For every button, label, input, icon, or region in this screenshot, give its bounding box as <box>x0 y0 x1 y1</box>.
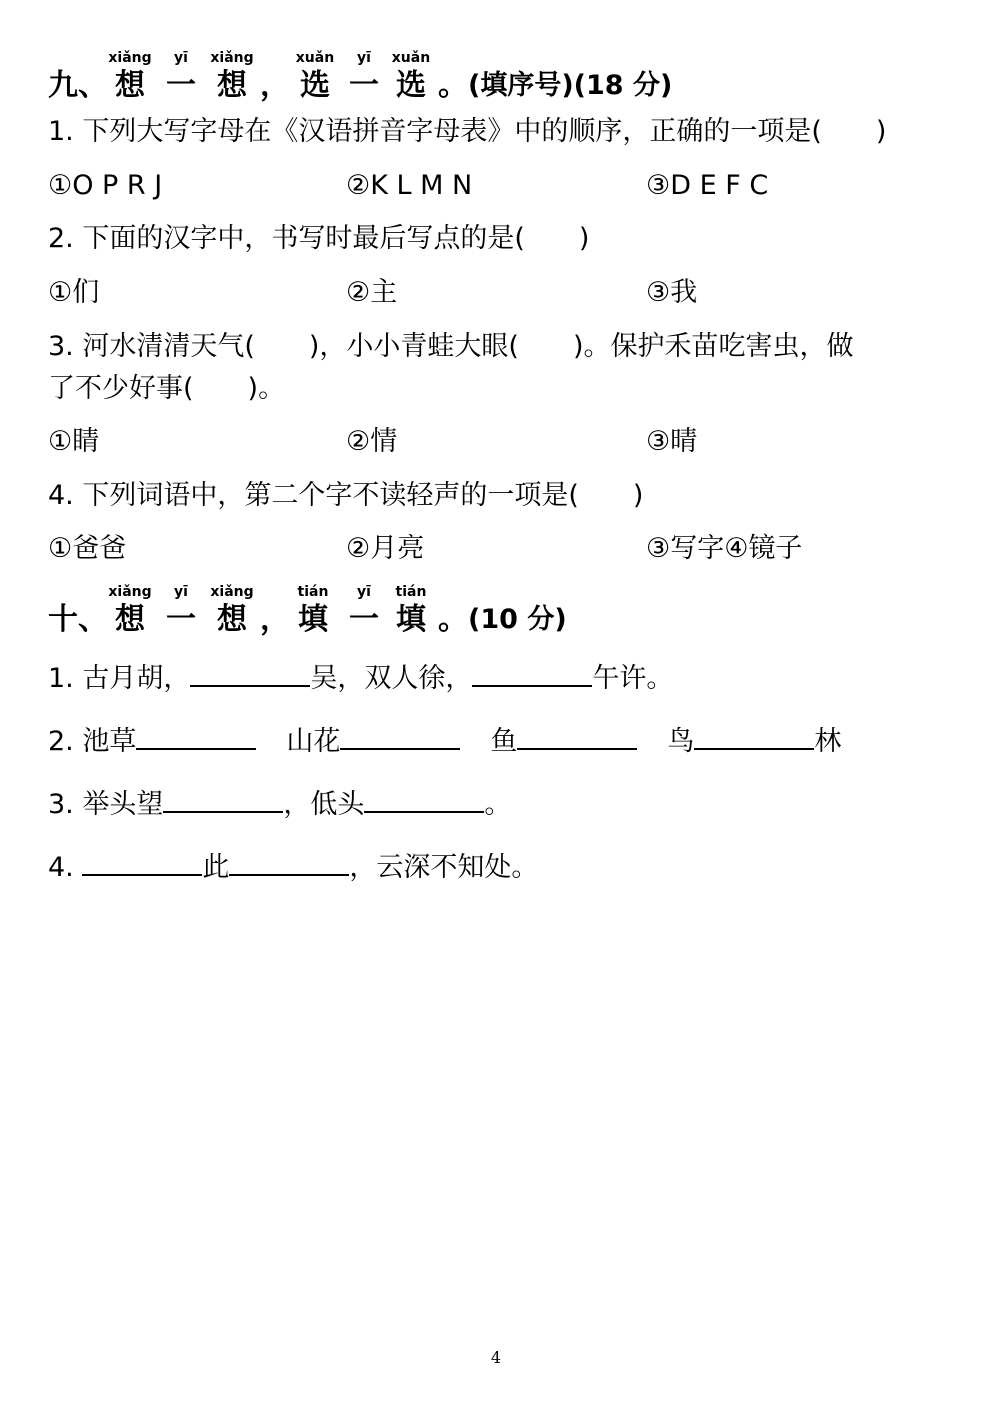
section-10-number: 十、 <box>48 602 108 637</box>
text-segment: 此 <box>202 852 230 883</box>
answer-blank[interactable] <box>136 722 256 750</box>
ruby-char: yī 一 <box>349 584 379 637</box>
question-10-3 <box>48 785 511 823</box>
answer-blank[interactable] <box>190 659 310 687</box>
ruby-char: tián 填 <box>297 584 329 637</box>
section-9-heading <box>48 40 748 106</box>
section-10-heading <box>48 574 748 640</box>
text-segment: 午许。 <box>592 663 674 694</box>
option-9-2-a: ①们 <box>48 277 100 308</box>
heading-comma: ， <box>260 68 290 103</box>
heading-period: 。 <box>438 602 468 637</box>
ruby-char: yī 一 <box>166 584 196 637</box>
answer-blank[interactable] <box>694 722 814 750</box>
text-segment: 林 <box>814 726 842 757</box>
heading-comma: ， <box>260 602 290 637</box>
heading-period: 。 <box>438 68 468 103</box>
option-9-3-b: ②情 <box>346 426 398 457</box>
question-9-4: 4. 下列词语中，第二个字不读轻声的一项是( ) <box>48 480 644 511</box>
option-9-2-c: ③我 <box>646 277 698 308</box>
answer-blank[interactable] <box>229 848 349 876</box>
option-9-4-c: ③写字④镜子 <box>646 533 803 564</box>
text-segment: 吴，双人徐， <box>310 663 473 694</box>
text-segment: 鱼 <box>490 726 518 757</box>
option-9-3-c: ③晴 <box>646 426 698 457</box>
answer-blank[interactable] <box>340 722 460 750</box>
question-10-2 <box>48 722 841 760</box>
text-segment: ，云深不知处。 <box>349 852 539 883</box>
ruby-char: xuǎn 选 <box>295 50 335 103</box>
text-segment: 4. <box>48 852 83 883</box>
answer-blank[interactable] <box>163 785 283 813</box>
answer-blank[interactable] <box>364 785 484 813</box>
text-segment: 鸟 <box>667 726 695 757</box>
question-10-4 <box>48 848 538 886</box>
question-9-3: 3. 河水清清天气( )，小小青蛙大眼( )。保护禾苗吃害虫，做 <box>48 331 854 362</box>
section-9-tail: (填序号)(18 分) <box>468 70 673 101</box>
option-9-2-b: ②主 <box>346 277 398 308</box>
ruby-char: yī 一 <box>349 50 379 103</box>
text-segment: 山花 <box>286 726 341 757</box>
answer-blank[interactable] <box>517 722 637 750</box>
answer-blank[interactable] <box>472 659 592 687</box>
question-9-3-cont: 了不少好事( )。 <box>48 373 286 404</box>
ruby-char: xiǎng 想 <box>108 584 152 637</box>
option-9-3-a: ①睛 <box>48 426 100 457</box>
ruby-char: xiǎng 想 <box>108 50 152 103</box>
option-9-1-c: ③D E F C <box>646 170 769 201</box>
ruby-char: xiǎng 想 <box>210 50 254 103</box>
page-number: 4 <box>490 1348 502 1367</box>
option-9-4-b: ②月亮 <box>346 533 425 564</box>
ruby-char: tián 填 <box>395 584 427 637</box>
section-9-number: 九、 <box>48 68 108 103</box>
text-segment: 3. 举头望 <box>48 789 164 820</box>
text-segment: 1. 古月胡， <box>48 663 191 694</box>
text-segment: ，低头 <box>283 789 365 820</box>
question-9-2: 2. 下面的汉字中，书写时最后写点的是( ) <box>48 223 590 254</box>
ruby-char: yī 一 <box>166 50 196 103</box>
text-segment: 2. 池草 <box>48 726 137 757</box>
ruby-char: xuǎn 选 <box>391 50 431 103</box>
option-9-1-b: ②K L M N <box>346 170 473 201</box>
option-9-1-a: ①O P R J <box>48 170 163 201</box>
option-9-4-a: ①爸爸 <box>48 533 127 564</box>
section-10-tail: (10 分) <box>468 604 567 635</box>
answer-blank[interactable] <box>82 848 202 876</box>
text-segment: 。 <box>484 789 512 820</box>
question-10-1 <box>48 659 673 697</box>
question-9-1: 1. 下列大写字母在《汉语拼音字母表》中的顺序，正确的一项是( ) <box>48 116 887 147</box>
ruby-char: xiǎng 想 <box>210 584 254 637</box>
